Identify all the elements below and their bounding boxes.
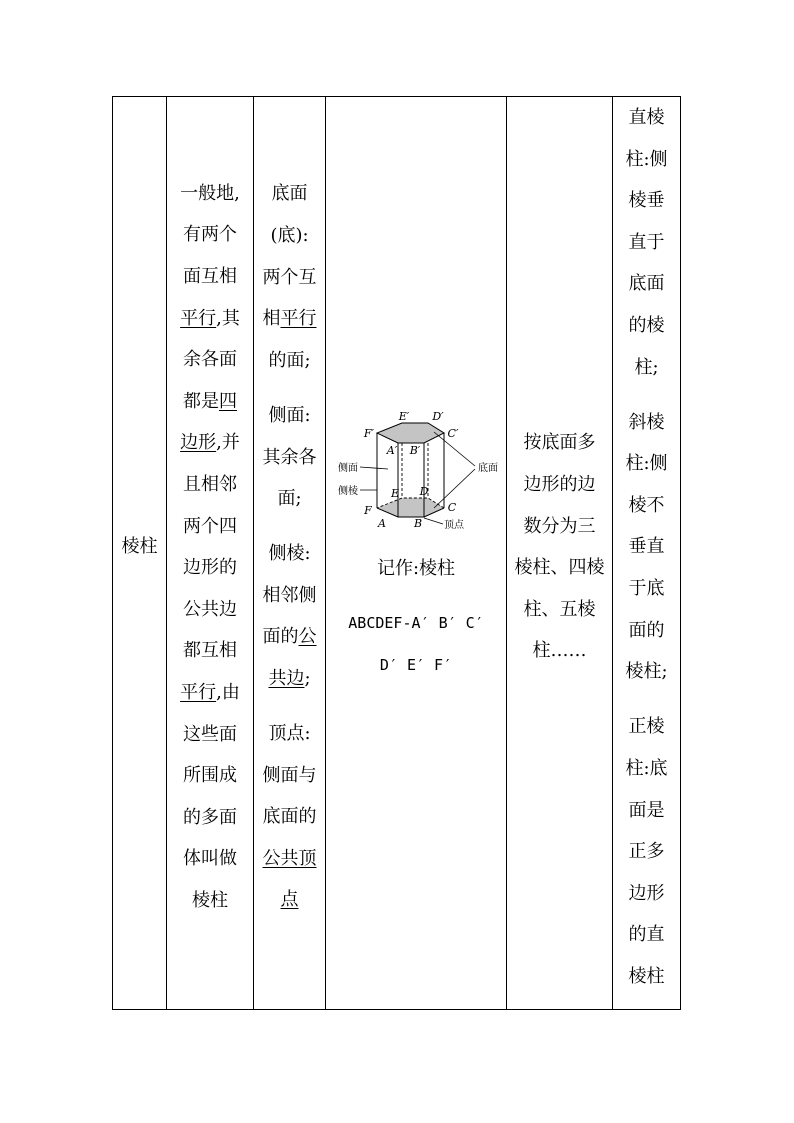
type-line: 直于 — [628, 231, 665, 253]
type-line: 正棱 — [628, 716, 665, 738]
term-line: 的面; — [268, 349, 311, 371]
definition-line: 余各面 — [183, 349, 237, 371]
type-line: 垂直 — [628, 536, 665, 558]
underlined-term: 平行 — [180, 307, 217, 329]
term-line — [281, 879, 299, 921]
type-line: 棱垂 — [628, 190, 665, 212]
type-right-prism — [625, 97, 667, 388]
underlined-term: 公共顶 — [262, 847, 317, 869]
term-line: 底面的 — [262, 806, 317, 828]
vertex-label-f: F — [364, 503, 372, 517]
vertex-leader — [424, 518, 443, 524]
definition-line: 这些面 — [183, 723, 237, 745]
terms-cell — [254, 97, 326, 1009]
classification-line: 棱柱、四棱 — [514, 557, 605, 579]
definition-text: 都是 — [183, 390, 219, 412]
underlined-term: 边形 — [180, 432, 217, 454]
vertex-label-f-prime: F′ — [363, 426, 375, 440]
term-side-face — [263, 395, 317, 520]
vertex-label-c: C — [447, 500, 457, 514]
definition-text: ,由 — [216, 682, 240, 704]
underlined-term: 公 — [298, 626, 317, 648]
top-face — [377, 423, 444, 443]
definition-line: 两个四 — [183, 515, 237, 537]
type-line: 面的 — [628, 619, 665, 641]
type-oblique-prism — [625, 402, 667, 693]
prism-table — [112, 96, 681, 1010]
underlined-term: 平行 — [280, 308, 317, 330]
type-line: 于底 — [628, 578, 665, 600]
term-line: 侧棱: — [268, 543, 311, 565]
vertex-label-a: A — [378, 516, 386, 530]
definition-line: 有两个 — [183, 224, 237, 246]
classification-line: 按底面多 — [523, 432, 596, 454]
vertex-label-d: D — [419, 484, 429, 498]
definition-line: 面互相 — [183, 266, 237, 288]
term-line: 相邻侧 — [262, 584, 317, 606]
term-line — [263, 616, 317, 658]
term-line: 侧面与 — [262, 764, 317, 786]
term-line — [263, 838, 317, 880]
vertex-label-c-prime: C′ — [447, 426, 459, 440]
term-line: 侧面: — [268, 404, 311, 426]
type-regular-prism — [625, 706, 667, 997]
vertex-label-d-prime: D′ — [432, 409, 444, 423]
definition-line: 所围成 — [183, 765, 237, 787]
vertex-label-b-prime: B′ — [409, 443, 421, 457]
type-line: 柱; — [634, 356, 659, 378]
term-line — [263, 298, 317, 340]
notation-caption: 记作:棱柱 — [376, 557, 456, 579]
vertex-label-b: B — [413, 516, 423, 530]
vertex-label-a-prime: A′ — [386, 443, 398, 457]
underlined-term: 共边 — [268, 667, 305, 689]
type-line: 面是 — [628, 799, 665, 821]
classification-line: 数分为三 — [523, 515, 596, 537]
definition-line: 都互相 — [183, 640, 237, 662]
notation-symbol: ABCDEF-A′ B′ C′ — [348, 614, 484, 633]
type-line: 直棱 — [628, 107, 665, 128]
term-line: 顶点: — [268, 723, 311, 745]
classification-line: 柱、五棱 — [523, 598, 596, 620]
types-cell — [613, 97, 680, 1009]
term-side-edge — [263, 533, 317, 699]
type-line: 柱:侧 — [625, 453, 668, 475]
type-line: 边形 — [628, 882, 665, 904]
definition-line: 的多面 — [183, 806, 237, 828]
definition-text: ,并 — [216, 432, 240, 454]
term-line: (底): — [270, 225, 309, 247]
vertex-label-e: E — [390, 486, 400, 500]
term-base — [263, 173, 317, 381]
type-line: 棱不 — [628, 494, 665, 516]
term-line: 其余各 — [262, 446, 317, 468]
row-label-cell — [113, 97, 167, 1009]
hexagonal-prism-figure — [326, 408, 506, 533]
callout-vertex: 顶点 — [444, 519, 464, 531]
definition-line — [180, 298, 240, 340]
definition-line — [180, 422, 240, 464]
callout-side-edge: 侧棱 — [338, 485, 358, 497]
type-line: 柱:底 — [625, 757, 668, 779]
definition-line: 公共边 — [183, 598, 237, 620]
definition-line — [180, 672, 240, 714]
definition-line: 且相邻 — [183, 474, 237, 496]
definition-line — [183, 381, 237, 423]
notation-symbol: D′ E′ F′ — [379, 656, 453, 675]
type-line: 正多 — [628, 841, 665, 863]
classification-line: 柱…… — [532, 640, 587, 662]
term-vertex — [263, 713, 317, 921]
figure-cell — [326, 97, 507, 1009]
definition-cell — [167, 97, 254, 1009]
term-text: ; — [304, 667, 311, 689]
definition-text: ,其 — [216, 307, 240, 329]
callout-base: 底面 — [478, 462, 498, 474]
type-line: 棱柱; — [625, 661, 668, 683]
side-face-leader — [360, 467, 388, 469]
term-text: 面的 — [262, 626, 299, 648]
vertex-label-e-prime: E′ — [398, 409, 410, 423]
definition-line: 一般地, — [180, 182, 240, 204]
type-line: 底面 — [628, 273, 665, 295]
definition-line: 边形的 — [183, 557, 237, 579]
term-line: 底面 — [271, 183, 308, 205]
underlined-term: 点 — [280, 889, 299, 911]
type-line: 棱柱 — [628, 965, 665, 987]
classification-cell — [507, 97, 613, 1009]
term-line — [268, 658, 310, 700]
definition-line: 棱柱 — [192, 889, 228, 911]
classification-line: 边形的边 — [523, 474, 596, 496]
row-label: 棱柱 — [121, 536, 158, 558]
type-line: 斜棱 — [628, 411, 665, 433]
type-line: 的直 — [628, 924, 665, 946]
term-text: 相 — [262, 308, 281, 330]
callout-side-face: 侧面 — [338, 462, 358, 474]
definition-line: 体叫做 — [183, 848, 237, 870]
type-line: 的棱 — [628, 314, 665, 336]
term-line: 面; — [277, 488, 302, 510]
underlined-term: 四 — [219, 390, 237, 412]
type-line: 柱:侧 — [625, 148, 668, 170]
underlined-term: 平行 — [180, 682, 217, 704]
term-line: 两个互 — [262, 266, 317, 288]
